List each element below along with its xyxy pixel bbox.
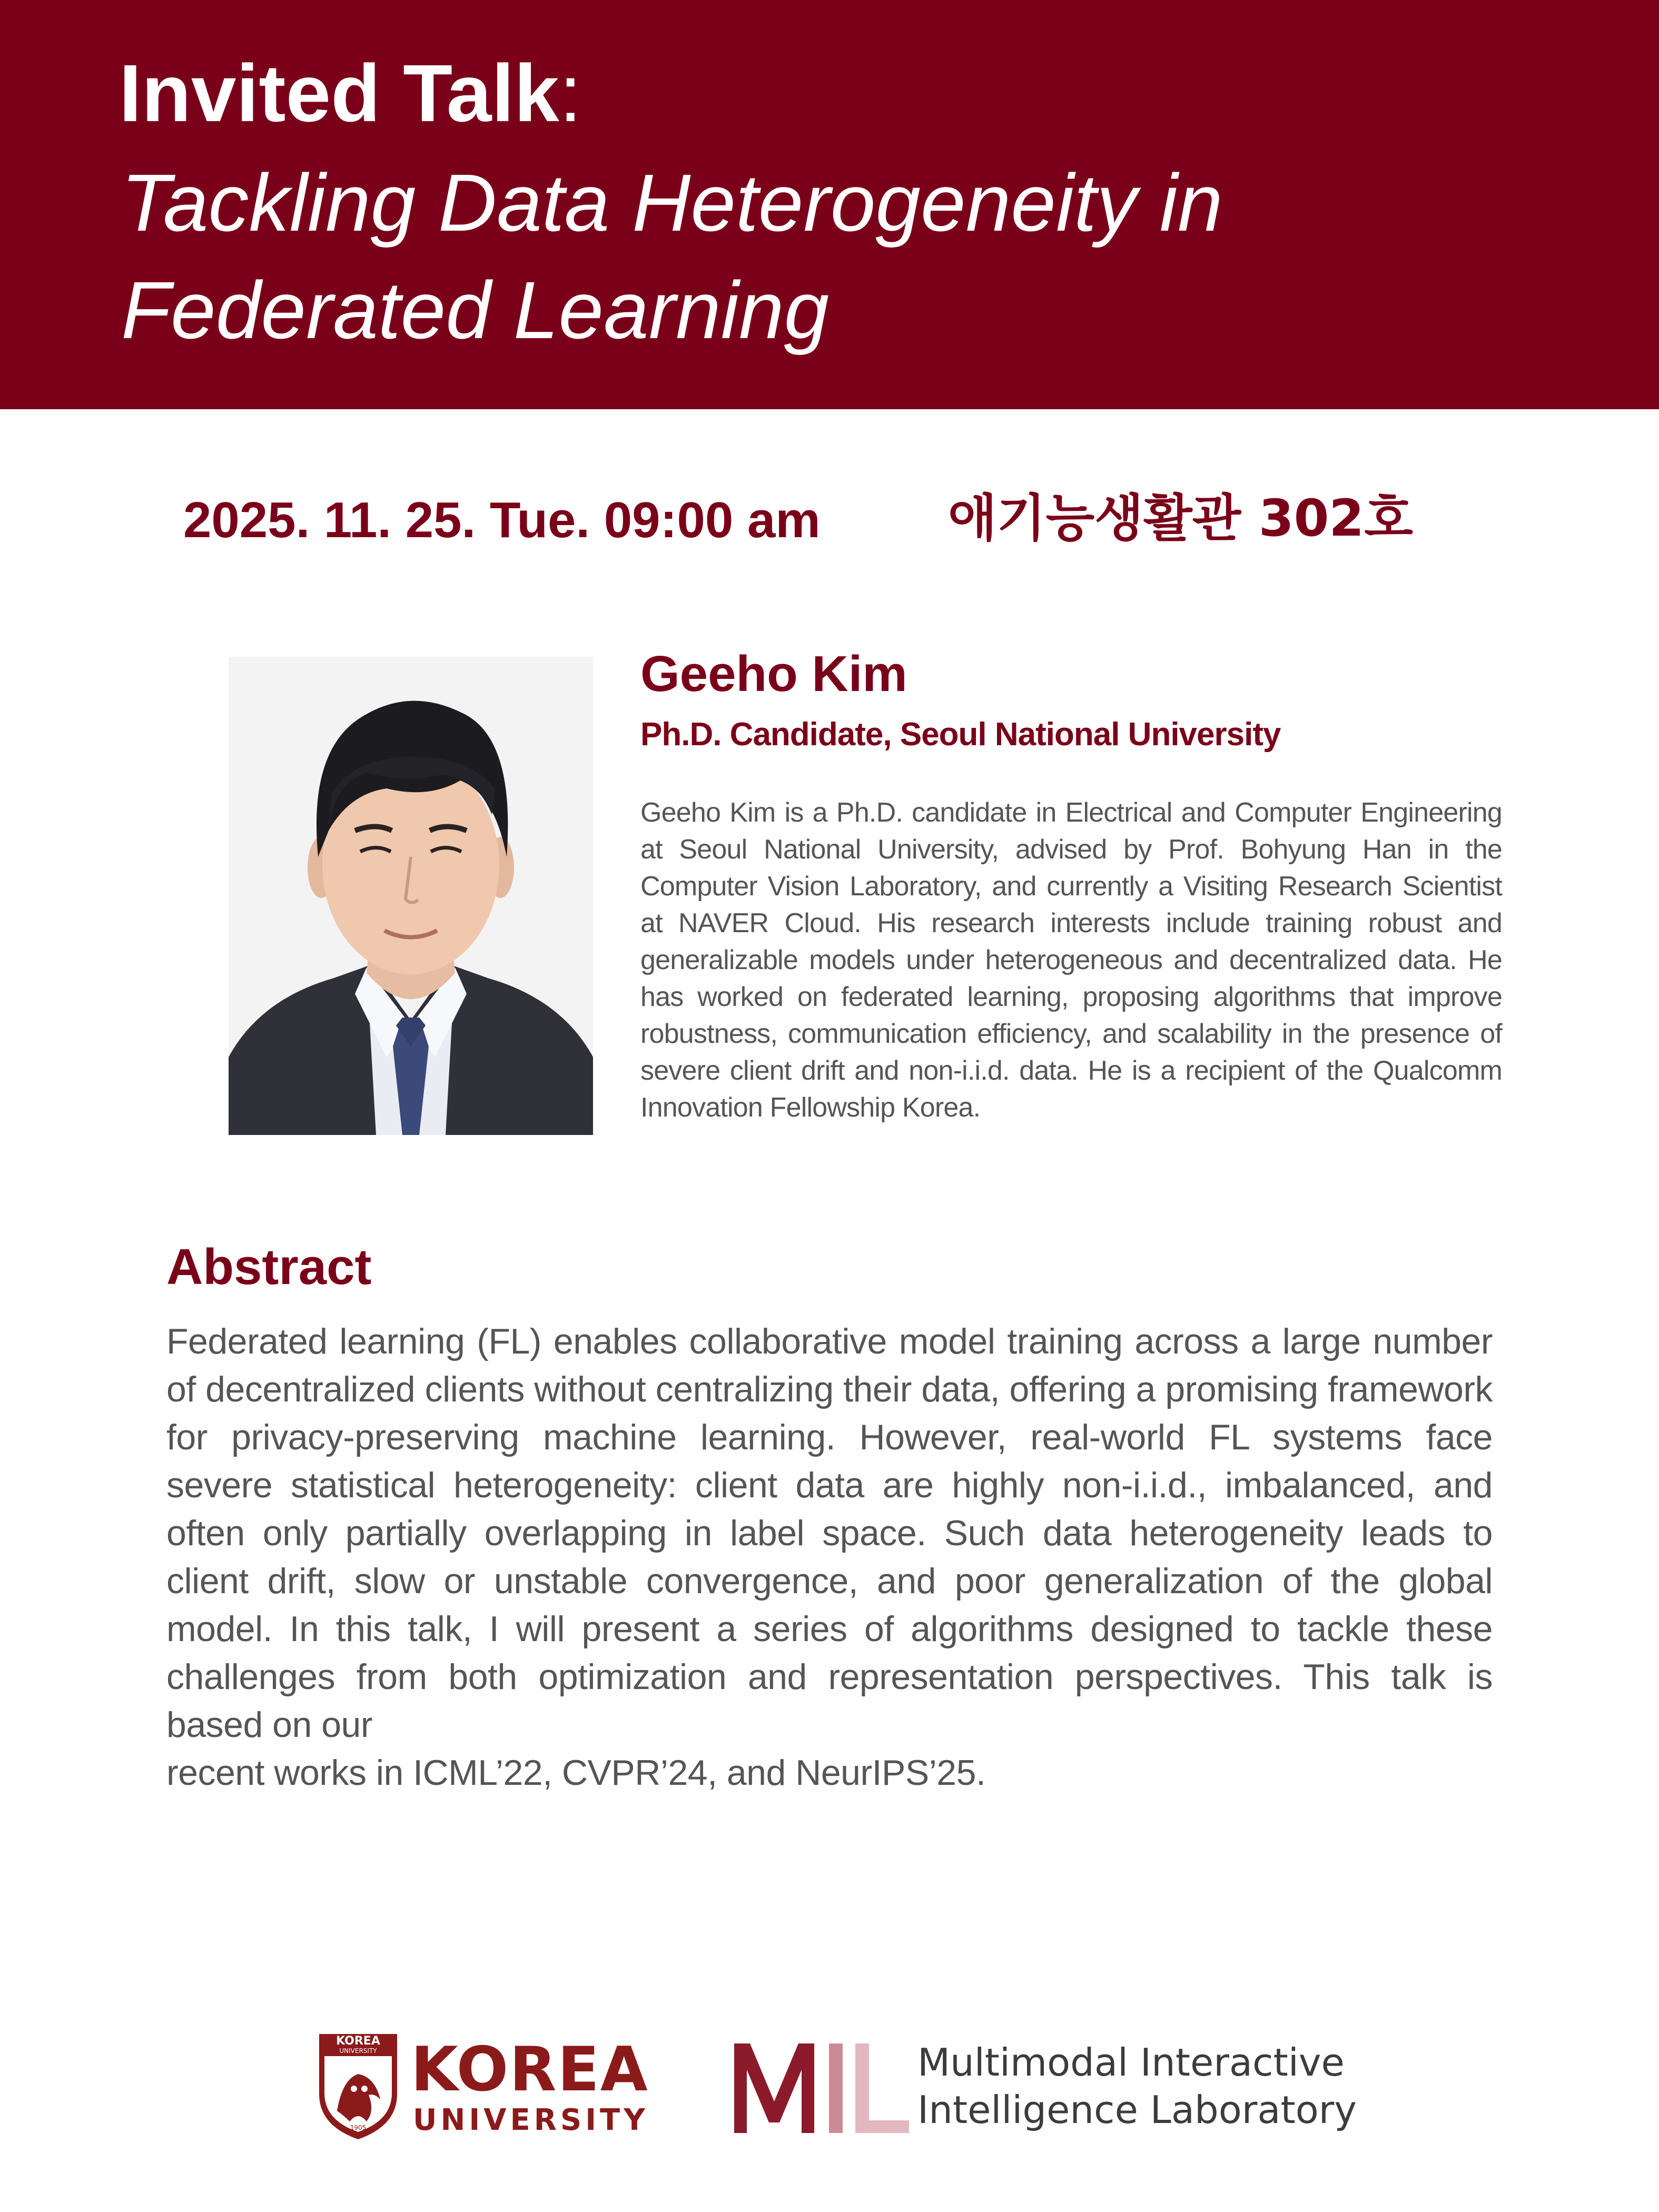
ku-emblem-year: 1905 xyxy=(350,2124,367,2131)
mil-monogram-icon xyxy=(732,2038,911,2138)
talk-title-line2: Federated Learning xyxy=(121,265,829,355)
speaker-name: Geeho Kim xyxy=(640,646,907,702)
mil-lab-name-line1: Multimodal Interactive xyxy=(917,2040,1345,2085)
ku-emblem-sub-text: UNIVERSITY xyxy=(339,2047,377,2055)
ku-wordmark-university: UNIVERSITY xyxy=(413,2103,649,2137)
mil-lab-name-line2: Intelligence Laboratory xyxy=(917,2088,1357,2132)
mil-lab-logo xyxy=(732,2033,1364,2144)
invited-talk-label: Invited Talk xyxy=(119,48,559,139)
speaker-affiliation: Ph.D. Candidate, Seoul National University xyxy=(640,716,1281,753)
ku-wordmark-korea: KOREA xyxy=(411,2034,649,2105)
abstract-body xyxy=(166,1318,1493,1797)
korea-university-logo xyxy=(316,2032,649,2141)
event-datetime: 2025. 11. 25. Tue. 09:00 am xyxy=(183,492,821,548)
talk-type-label xyxy=(119,48,582,139)
speaker-bio: Geeho Kim is a Ph.D. candidate in Electrical and Computer Engineering at Seoul National University, advised by Prof. Bohyung Han in the Computer Vision Laboratory, and currently a Visiting Research Scientist at NAVER Cloud. His research interests include training robust and generalizable models under heterogeneous and decentralized data. He has worked on federated learning, proposing algorithms that improve robustness, communication efficiency, and scalability in the presence of severe client drift and non-i.i.d. data. He is a recipient of the Qualcomm Innovation Fellowship Korea. xyxy=(640,797,1502,1123)
abstract-paragraph: Federated learning (FL) enables collaborative model training across a large number of decentralized clients without centralizing their data, offering a promising framework for privacy-preserving machine learning. However, real-world FL systems face severe statistical heterogeneity: client data are highly non-i.i.d., imbalanced, and often only partially overlapping in label space. Such data heterogeneity leads to client drift, slow or unstable convergence, and poor generalization of the global model. In this talk, I will present a series of algorithms designed to tackle these challenges from both optimization and representation perspectives. This talk is based on our xyxy=(166,1321,1493,1745)
speaker-portrait-image xyxy=(229,657,593,1135)
event-location: 애기능생활관 302호 xyxy=(948,489,1413,548)
ku-emblem-icon xyxy=(316,2032,400,2141)
title-colon: : xyxy=(559,48,582,139)
title-banner xyxy=(0,0,1659,409)
abstract-heading: Abstract xyxy=(166,1239,372,1295)
talk-title-line1: Tackling Data Heterogeneity in xyxy=(121,157,1223,248)
ku-emblem-top-text: KOREA xyxy=(336,2035,380,2048)
abstract-paragraph-citations: recent works in ICML’22, CVPR’24, and NeurIPS’25. xyxy=(166,1753,986,1793)
speaker-photo xyxy=(229,657,593,1135)
